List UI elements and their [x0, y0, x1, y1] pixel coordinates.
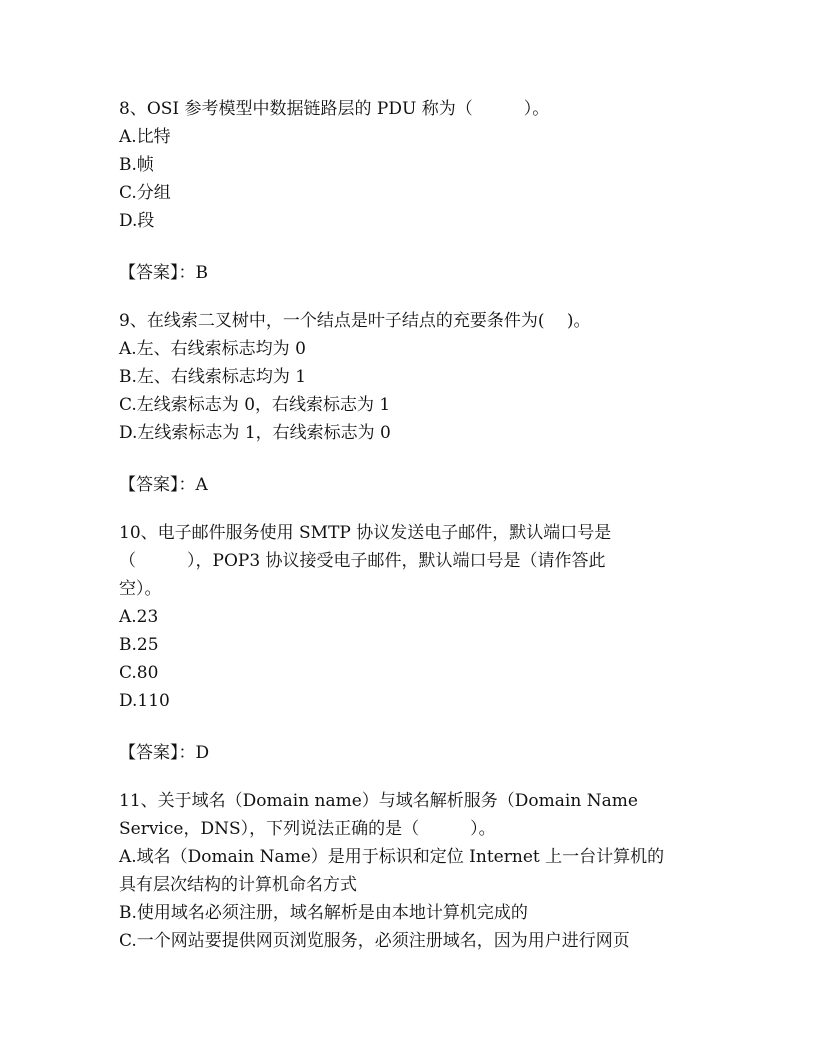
option-a: A.比特 [119, 127, 171, 147]
option-d: D.左线索标志为 1，右线索标志为 0 [119, 423, 391, 443]
answer-label: 【答案】：B [119, 263, 208, 283]
question-stem-line: Service，DNS），下列说法正确的是（ ）。 [119, 819, 496, 839]
option-c: C.80 [119, 663, 159, 683]
option-a: A.23 [119, 607, 159, 627]
question-10 [119, 519, 709, 767]
option-a-continued: 具有层次结构的计算机命名方式 [119, 875, 357, 895]
document-page [119, 95, 709, 955]
option-c: C.左线索标志为 0，右线索标志为 1 [119, 395, 391, 415]
answer-label: 【答案】：A [119, 475, 208, 495]
question-stem-line: 11、关于域名（Domain name）与域名解析服务（Domain Name [119, 791, 638, 811]
option-d: D.段 [119, 211, 155, 231]
option-b: B.帧 [119, 155, 154, 175]
option-b: B.使用域名必须注册，域名解析是由本地计算机完成的 [119, 903, 528, 923]
question-8 [119, 95, 709, 287]
question-stem-line: （ ），POP3 协议接受电子邮件，默认端口号是（请作答此 [119, 551, 606, 571]
question-stem-line: 空）。 [119, 579, 162, 599]
option-a: A.左、右线索标志均为 0 [119, 339, 306, 359]
answer-label: 【答案】：D [119, 743, 210, 763]
question-stem-line: 8、OSI 参考模型中数据链路层的 PDU 称为（ ）。 [119, 99, 550, 119]
option-b: B.左、右线索标志均为 1 [119, 367, 307, 387]
option-a: A.域名（Domain Name）是用于标识和定位 Internet 上一台计算机的 [119, 847, 665, 867]
option-b: B.25 [119, 635, 159, 655]
question-11 [119, 787, 709, 955]
option-d: D.110 [119, 691, 170, 711]
question-9 [119, 307, 709, 499]
question-stem-line: 9、在线索二叉树中，一个结点是叶子结点的充要条件为( )。 [119, 311, 591, 331]
option-c: C.一个网站要提供网页浏览服务，必须注册域名，因为用户进行网页 [119, 931, 630, 951]
question-stem-line: 10、电子邮件服务使用 SMTP 协议发送电子邮件，默认端口号是 [119, 523, 612, 543]
option-c: C.分组 [119, 183, 171, 203]
